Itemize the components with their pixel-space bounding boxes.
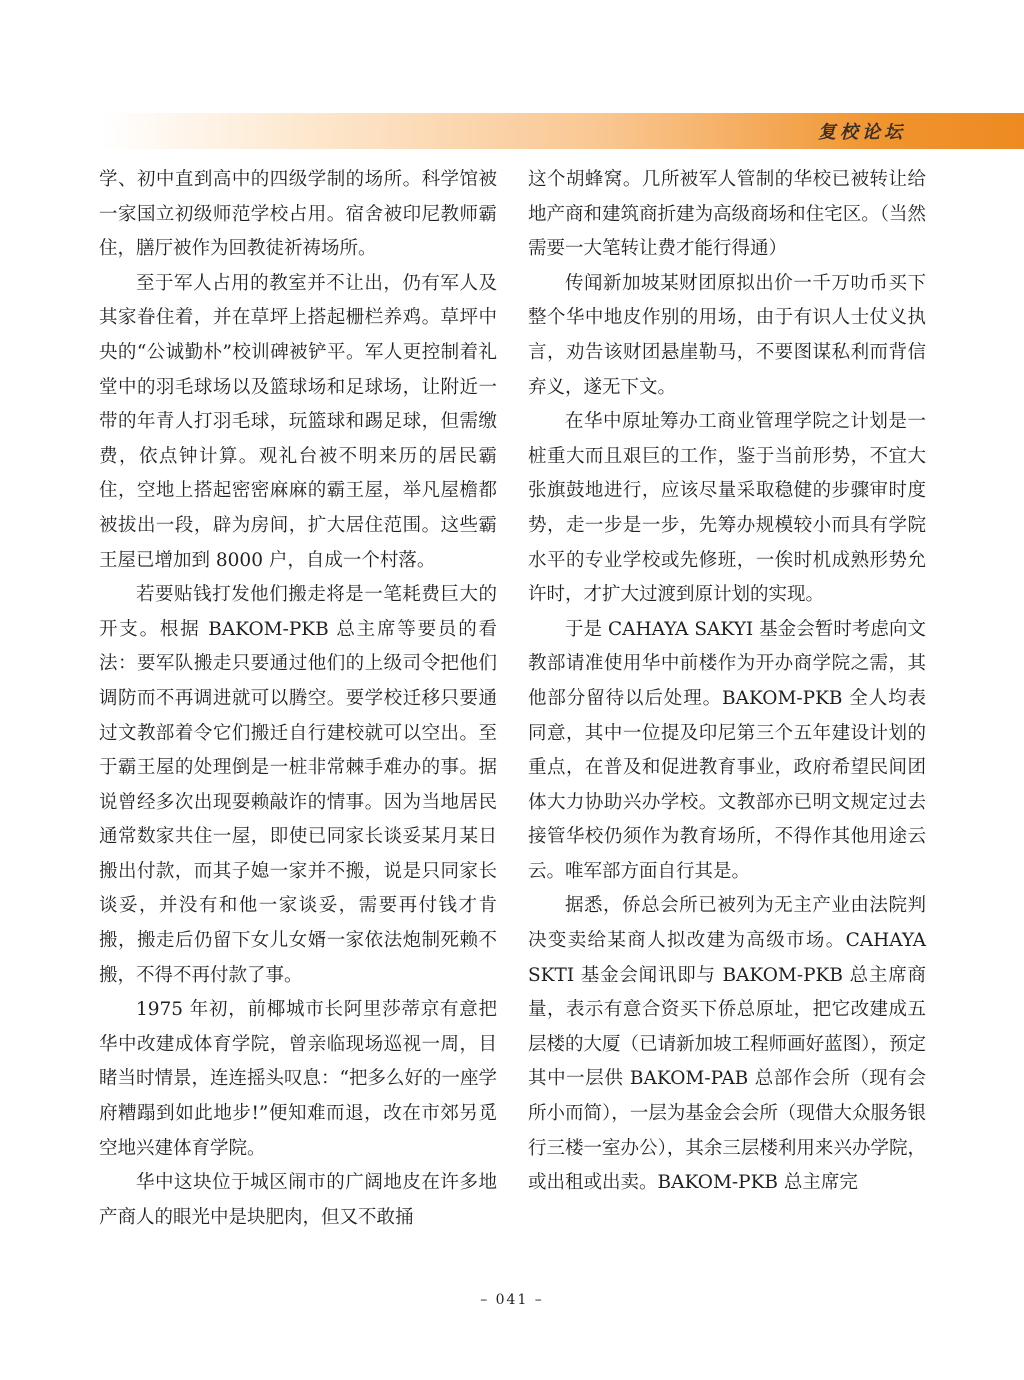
section-title: 复校论坛 [818,122,906,143]
left-column [99,163,497,1235]
page-number: – 041 – [480,1292,544,1308]
paragraph: 华中这块位于城区闹市的广阔地皮在许多地产商人的眼光中是块肥肉，但又不敢捅 [99,1172,497,1228]
paragraph: 于是 CAHAYA SAKYI 基金会暂时考虑向文教部请准使用华中前楼作为开办商学院之需，其他部分留待以后处理。BAKOM-PKB 全人均表同意，其中一位提及印尼第三个五年建设计划的重点，在普及和促进教育事业，政府希望民间团体大力协助兴办学校。文教部亦已明文规定过去接管华校仍须作为教育场所，不得作其他用途云云。唯军部方面自行其是。 [528,618,926,882]
paragraph: 传闻新加坡某财团原拟出价一千万叻币买下整个华中地皮作别的用场，由于有识人士仗义执言，劝告该财团悬崖勒马，不要图谋私利而背信弃义，遂无下文。 [528,272,926,398]
paragraph: 若要贴钱打发他们搬走将是一笔耗费巨大的开支。根据 BAKOM-PKB 总主席等要员的看法：要军队搬走只要通过他们的上级司令把他们调防而不再调进就可以腾空。要学校迁移只要通过文教部着令它们搬迁自行建校就可以空出。至于霸王屋的处理倒是一桩非常棘手难办的事。据说曾经多次出现耍赖敲诈的情事。因为当地居民通常数家共住一屋，即使已同家长谈妥某月某日搬出付款，而其子媳一家并不搬，说是只同家长谈妥，并没有和他一家谈妥，需要再付钱才肯搬，搬走后仍留下女儿女婿一家依法炮制死赖不搬，不得不再付款了事。 [99,584,497,986]
paragraph: 1975 年初，前椰城市长阿里莎蒂京有意把华中改建成体育学院，曾亲临现场巡视一周，目睹当时情景，连连摇头叹息：“把多么好的一座学府糟蹋到如此地步!”便知难而退，改在市郊另觅空地兴建体育学院。 [99,999,497,1159]
paragraph: 学、初中直到高中的四级学制的场所。科学馆被一家国立初级师范学校占用。宿舍被印尼教师霸住，膳厅被作为回教徒祈祷场所。 [99,169,497,260]
paragraph: 据悉，侨总会所已被列为无主产业由法院判决变卖给某商人拟改建为高级市场。CAHAYA SKTI 基金会闻讯即与 BAKOM-PKB 总主席商量，表示有意合资买下侨总原址，把它改建成五层楼的大厦（已请新加坡工程师画好蓝图），预定其中一层供 BAKOM-PAB 总部作会所（现有会所小而简），一层为基金会会所（现借大众服务银行三楼一室办公），其余三层楼利用来兴办学院，或出租或出卖。BAKOM-PKB 总主席完 [528,895,926,1194]
paragraph: 在华中原址筹办工商业管理学院之计划是一桩重大而且艰巨的工作，鉴于当前形势，不宜大张旗鼓地进行，应该尽量采取稳健的步骤审时度势，走一步是一步，先筹办规模较小而具有学院水平的专业学校或先修班，一俟时机成熟形势允许时，才扩大过渡到原计划的实现。 [528,411,926,606]
right-column [528,163,926,1201]
paragraph: 这个胡蜂窝。几所被军人管制的华校已被转让给地产商和建筑商折建为高级商场和住宅区。（当然需要一大笔转让费才能行得通） [528,169,926,260]
paragraph: 至于军人占用的教室并不让出，仍有军人及其家眷住着，并在草坪上搭起栅栏养鸡。草坪中央的“公诚勤朴”校训碑被铲平。军人更控制着礼堂中的羽毛球场以及篮球场和足球场，让附近一带的年青人打羽毛球，玩篮球和踢足球，但需缴费，依点钟计算。观礼台被不明来历的居民霸住，空地上搭起密密麻麻的霸王屋，举凡屋檐都被拔出一段，辟为房间，扩大居住范围。这些霸王屋已增加到 8000 户，自成一个村落。 [99,272,497,571]
